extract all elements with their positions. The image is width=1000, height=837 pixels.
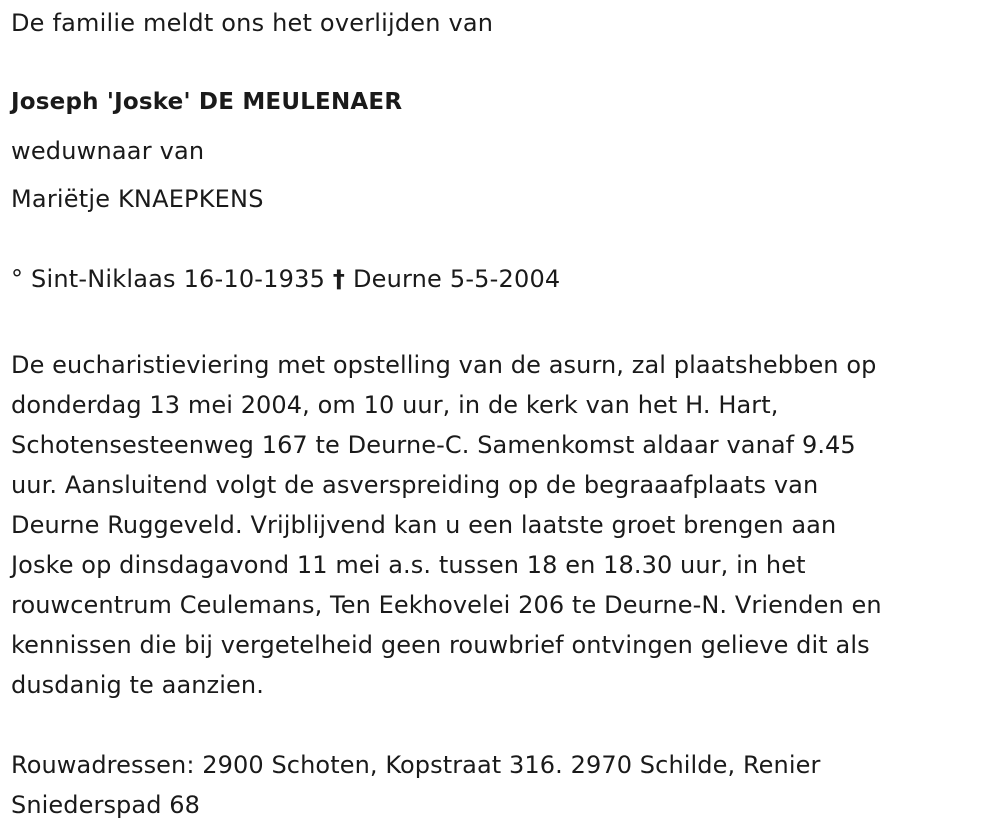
address-line: Sniederspad 68 — [11, 791, 200, 819]
birth-symbol: ° — [11, 265, 24, 293]
cross-icon: † — [332, 265, 346, 293]
deceased-name: Joseph 'Joske' DE MEULENAER — [11, 89, 403, 115]
ceremony-line: dusdanig te aanzien. — [11, 671, 264, 699]
life-dates — [11, 265, 560, 293]
mourning-addresses — [11, 745, 986, 825]
ceremony-line: donderdag 13 mei 2004, om 10 uur, in de kerk van het H. Hart, — [11, 391, 779, 419]
relation-text: weduwnaar van — [11, 137, 205, 165]
ceremony-paragraph — [11, 345, 986, 705]
ceremony-line: rouwcentrum Ceulemans, Ten Eekhovelei 206 te Deurne-N. Vrienden en — [11, 591, 882, 619]
ceremony-line: De eucharistieviering met opstelling van de asurn, zal plaatshebben op — [11, 351, 877, 379]
address-line: Rouwadressen: 2900 Schoten, Kopstraat 316. 2970 Schilde, Renier — [11, 751, 821, 779]
death-info: Deurne 5-5-2004 — [352, 265, 561, 293]
spouse-name: Mariëtje KNAEPKENS — [11, 185, 264, 213]
birth-info: Sint-Niklaas 16-10-1935 — [31, 265, 326, 293]
ceremony-line: uur. Aansluitend volgt de asverspreiding op de begraaafplaats van — [11, 471, 819, 499]
intro-text: De familie meldt ons het overlijden van — [11, 9, 494, 37]
ceremony-line: kennissen die bij vergetelheid geen rouwbrief ontvingen gelieve dit als — [11, 631, 870, 659]
ceremony-line: Schotensesteenweg 167 te Deurne-C. Samenkomst aldaar vanaf 9.45 — [11, 431, 856, 459]
ceremony-line: Deurne Ruggeveld. Vrijblijvend kan u een laatste groet brengen aan — [11, 511, 837, 539]
ceremony-line: Joske op dinsdagavond 11 mei a.s. tussen 18 en 18.30 uur, in het — [11, 551, 806, 579]
